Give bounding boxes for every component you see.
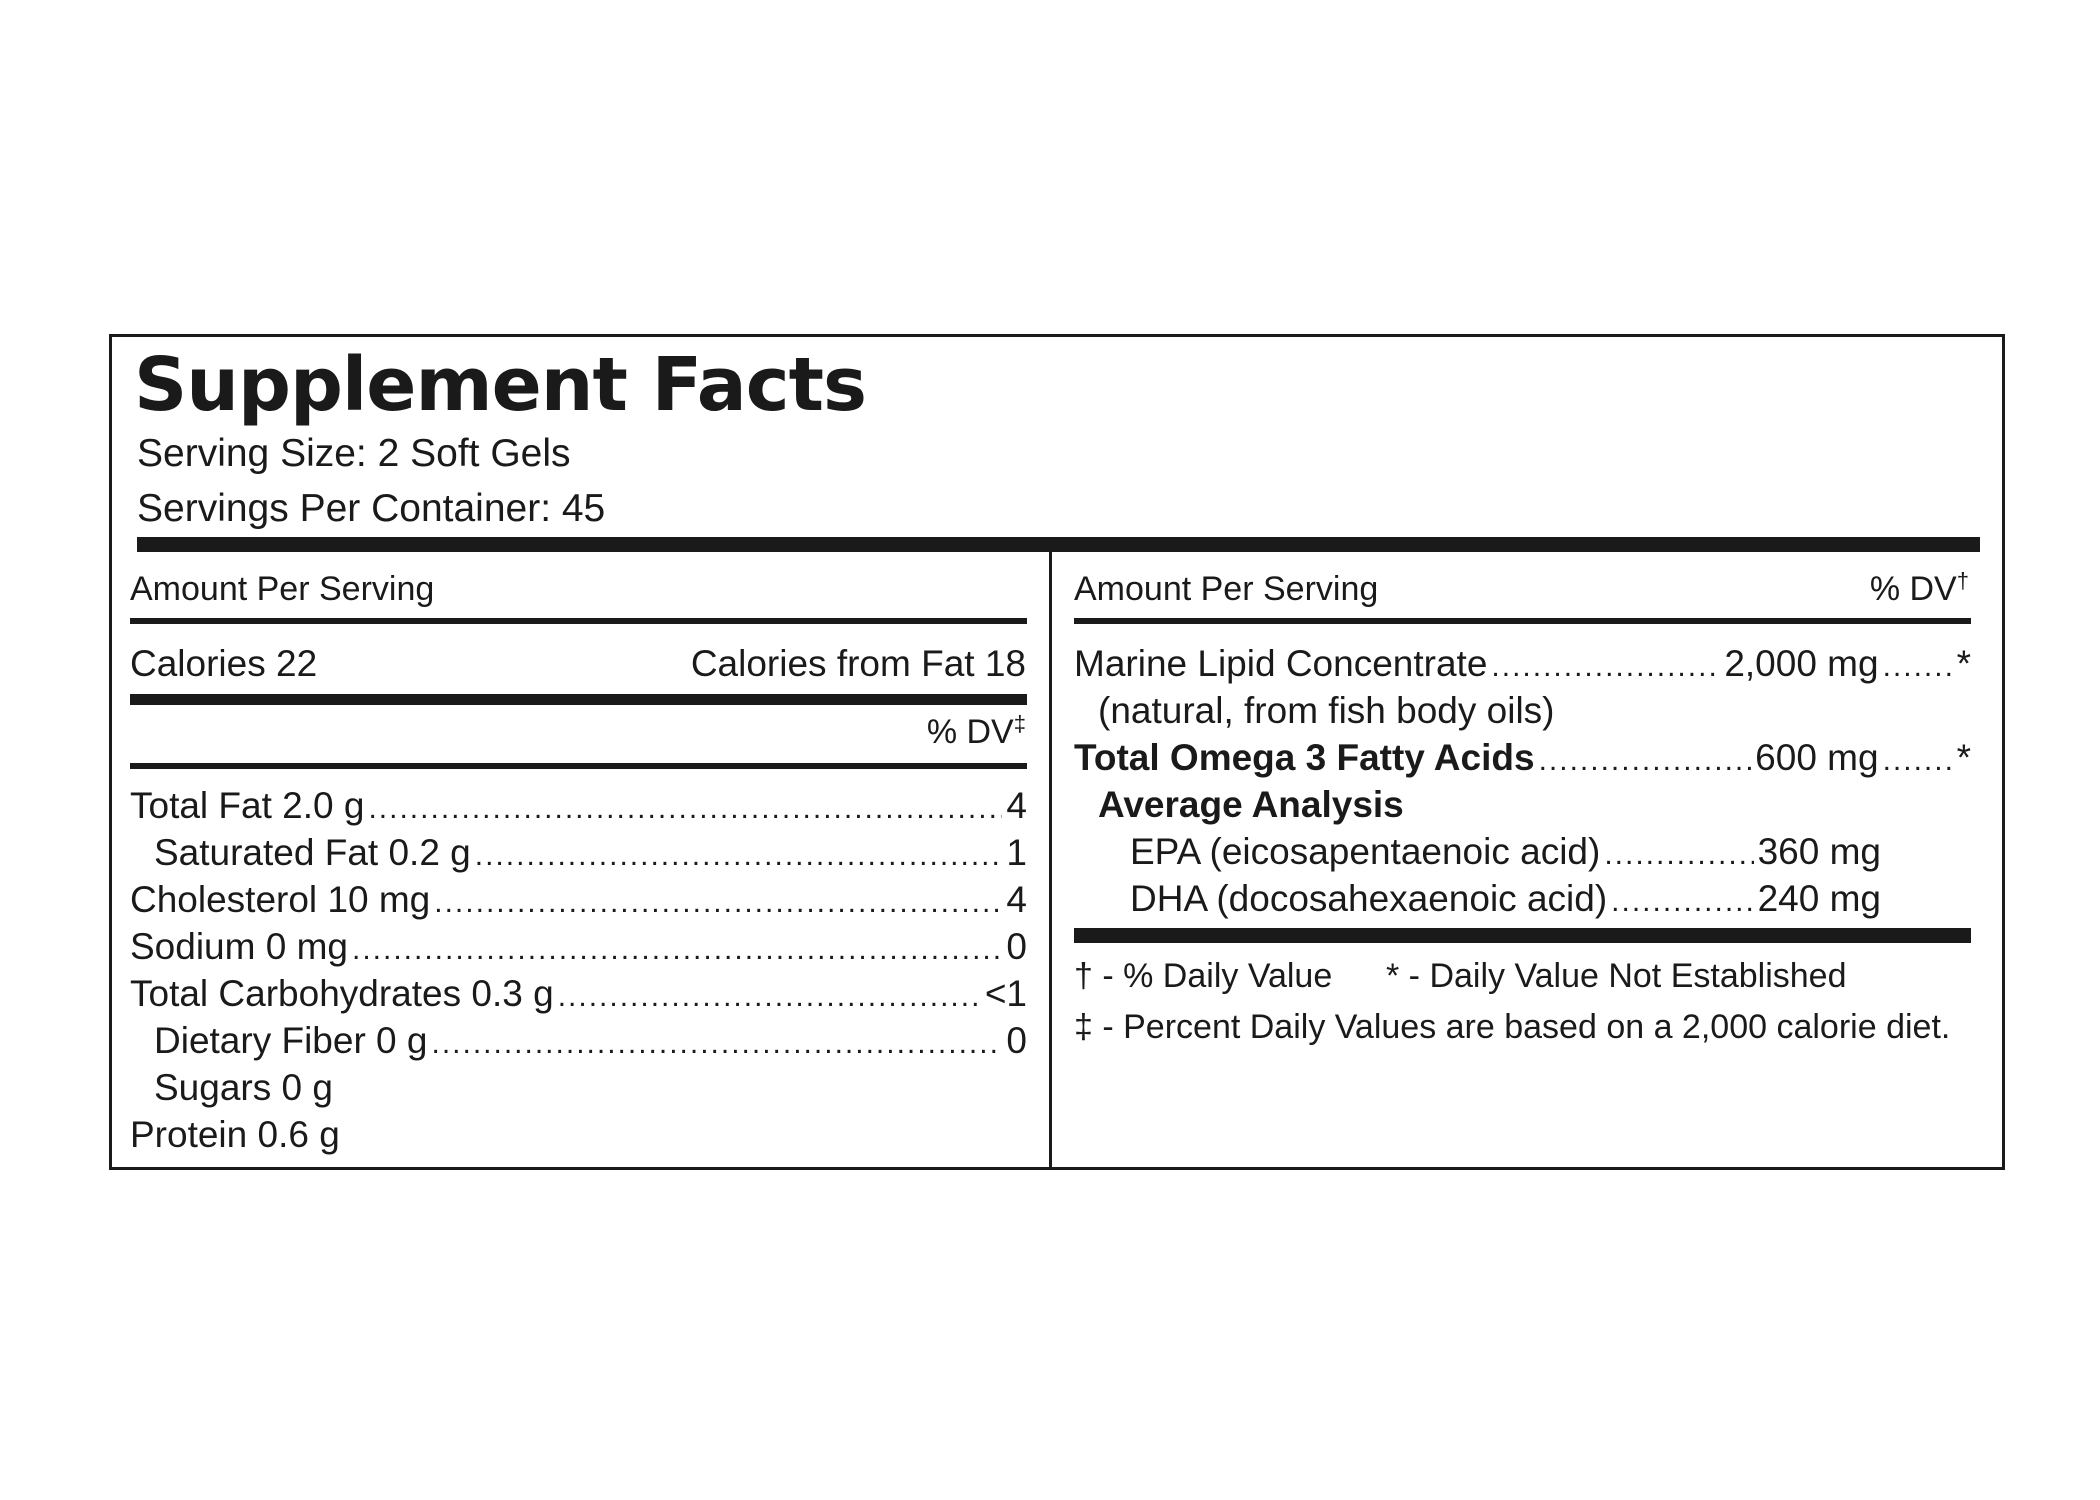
ingredient-label: Total Omega 3 Fatty Acids <box>1074 737 1535 778</box>
footnote-calorie-diet: ‡ - Percent Daily Values are based on a 2,000 calorie diet. <box>1074 1008 1951 1046</box>
leader-dots <box>1883 746 1953 776</box>
nutrient-label: Total Fat 2.0 g <box>130 785 365 826</box>
ingredient-dv: * <box>1956 737 1971 778</box>
right-dv-text: % DV <box>1869 570 1957 608</box>
nutrient-dv: 1 <box>1006 832 1027 873</box>
nutrient-row-dietary-fiber <box>154 1022 1027 1059</box>
calories-from-fat: Calories from Fat 18 <box>690 643 1026 684</box>
nutrient-row-cholesterol <box>130 881 1027 918</box>
dagger-mark: † <box>1956 568 1969 593</box>
nutrient-dv: 0 <box>1006 926 1027 967</box>
serving-size: Serving Size: 2 Soft Gels <box>137 432 571 475</box>
right-dv-header <box>1869 568 1969 608</box>
nutrient-dv: <1 <box>984 973 1027 1014</box>
leader-dots <box>1883 652 1953 682</box>
nutrient-row-saturated-fat <box>154 834 1027 871</box>
nutrient-label: Saturated Fat 0.2 g <box>154 832 471 873</box>
left-amount-per-serving: Amount Per Serving <box>130 570 435 608</box>
left-dv-header <box>926 711 1026 751</box>
ingredient-dv: * <box>1956 643 1971 684</box>
leader-dots <box>1491 652 1720 682</box>
thick-rule-right <box>1074 928 1971 943</box>
footnote-not-established: * - Daily Value Not Established <box>1386 957 1847 995</box>
average-analysis-heading: Average Analysis <box>1098 784 1404 825</box>
nutrient-dv: 0 <box>1006 1020 1027 1061</box>
nutrient-label: Dietary Fiber 0 g <box>154 1020 428 1061</box>
nutrient-dv: 4 <box>1006 785 1027 826</box>
thick-rule-header <box>137 537 1980 552</box>
rule-left-dv <box>130 763 1027 769</box>
leader-dots <box>368 794 1002 824</box>
nutrient-dv: 4 <box>1006 879 1027 920</box>
rule-right-amount <box>1074 618 1971 624</box>
nutrient-label: Cholesterol 10 mg <box>130 879 431 920</box>
nutrient-label: Total Carbohydrates 0.3 g <box>130 973 554 1014</box>
panel-title: Supplement Facts <box>134 342 867 428</box>
leader-dots <box>475 841 1003 871</box>
left-dv-text: % DV <box>926 713 1014 751</box>
nutrient-row-total-carbohydrates <box>130 975 1027 1012</box>
leader-dots <box>1539 746 1752 776</box>
nutrient-label: Sodium 0 mg <box>130 926 348 967</box>
ingredient-amount: 240 mg <box>1757 878 1881 919</box>
ingredient-amount: 600 mg <box>1755 737 1879 778</box>
leader-dots <box>352 935 1002 965</box>
ingredient-row-marine-lipid <box>1074 645 1971 682</box>
leader-dots <box>558 982 981 1012</box>
servings-per-container: Servings Per Container: 45 <box>137 487 606 530</box>
leader-dots <box>1604 840 1753 870</box>
ingredient-row-dha <box>1130 880 1881 917</box>
ingredient-amount: 360 mg <box>1757 831 1881 872</box>
ingredient-label: EPA (eicosapentaenoic acid) <box>1130 831 1601 872</box>
column-divider <box>1049 550 1052 1170</box>
leader-dots <box>1611 887 1753 917</box>
nutrient-row-sodium <box>130 928 1027 965</box>
ingredient-note: (natural, from fish body oils) <box>1098 690 1555 731</box>
rule-left-calories <box>130 694 1027 705</box>
ingredient-row-epa <box>1130 833 1881 870</box>
footnote-daily-value: † - % Daily Value <box>1074 957 1333 995</box>
ingredient-label: Marine Lipid Concentrate <box>1074 643 1488 684</box>
ingredient-amount: 2,000 mg <box>1724 643 1879 684</box>
nutrient-row-protein: Protein 0.6 g <box>130 1114 340 1155</box>
ingredient-row-omega-3 <box>1074 739 1971 776</box>
nutrient-row-total-fat <box>130 787 1027 824</box>
nutrient-row-sugars: Sugars 0 g <box>154 1067 333 1108</box>
right-amount-per-serving: Amount Per Serving <box>1074 570 1379 608</box>
double-dagger-mark: ‡ <box>1013 711 1026 736</box>
rule-left-amount <box>130 618 1027 624</box>
ingredient-label: DHA (docosahexaenoic acid) <box>1130 878 1608 919</box>
leader-dots <box>432 1029 1003 1059</box>
calories: Calories 22 <box>130 643 318 684</box>
leader-dots <box>434 888 1002 918</box>
